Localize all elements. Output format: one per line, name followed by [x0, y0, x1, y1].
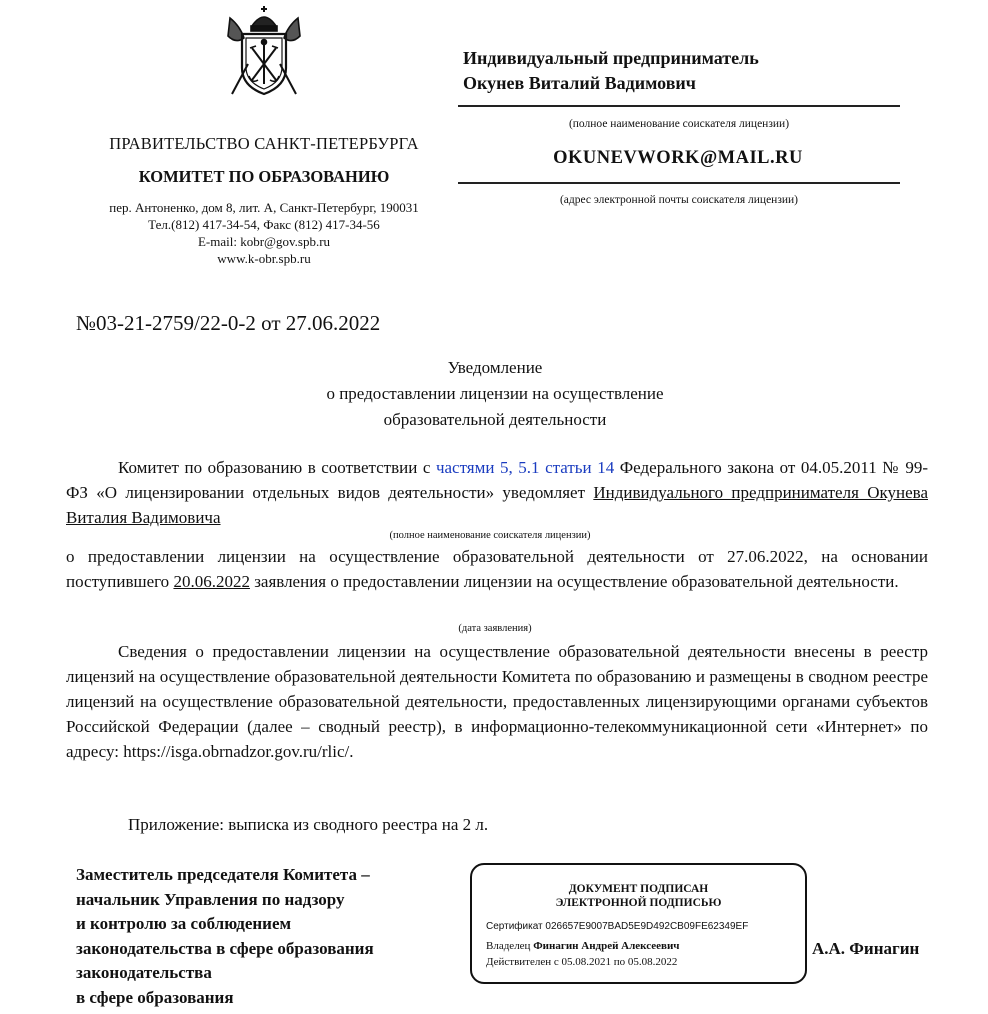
application-date: 20.06.2022 — [173, 572, 250, 591]
title-line-3: образовательной деятельности — [383, 410, 607, 429]
p1-text-mid: Федерального закона от 04.05.2011 № 99-ФЗ «О лицензировании отдельных видов деятельности» уведомляет — [66, 458, 929, 502]
paragraph-3: Сведения о предоставлении лицензии на осуществление образовательной деятельности внесены в реестр лицензий на осуществление образовательной деятельности Комитета по образованию и размещены в сводном реестре лицензий на осуществление образовательной деятельности, предоставленных лицензирующими органами субъектов Российской Федерации (далее – сводный реестр), в информационно-телекоммуникационной сети «Интернет» по адресу: https://isga.obrnadzor.gov.ru/rlic/. — [66, 642, 928, 761]
address-line: пер. Антоненко, дом 8, лит. А, Санкт-Петербург, 190031 — [109, 200, 419, 215]
position-line: законодательства в сфере образования — [76, 938, 374, 958]
law-reference-link[interactable]: частями 5, 5.1 статьи 14 — [435, 458, 615, 477]
position-line: Заместитель председателя Комитета – — [76, 865, 370, 884]
recipient-email: OKUNEVWORK@MAIL.RU — [553, 148, 803, 168]
certificate-owner — [486, 940, 680, 952]
phone-line: Тел.(812) 417-34-54, Факс (812) 417-34-56 — [148, 217, 380, 232]
paragraph-1 — [66, 455, 928, 530]
position-line: начальник Управления по надзору — [76, 889, 345, 909]
recipient-line-1: Индивидуальный предприниматель — [463, 48, 759, 68]
p2-text: о предоставлении лицензии на осуществление образовательной деятельности от 27.06.2022, на основании поступившего — [66, 547, 928, 591]
licensee-name-caption: (полное наименование соискателя лицензии) — [389, 530, 591, 541]
recipient-name-caption: (полное наименование соискателя лицензии) — [568, 118, 790, 130]
government-name: ПРАВИТЕЛЬСТВО САНКТ-ПЕТЕРБУРГА — [109, 134, 419, 153]
certificate-number: Сертификат 026657E9007BAD5E9D492CB09FE62349EF — [486, 921, 749, 932]
email-underline — [458, 182, 900, 184]
website-line: www.k-obr.spb.ru — [217, 251, 311, 266]
recipient-email-caption: (адрес электронной почты соискателя лицензии) — [559, 194, 799, 206]
licensee-name: Индивидуального предпринимателя Окунева Виталия Вадимовича — [66, 483, 928, 527]
owner-label: Владелец — [486, 940, 534, 952]
title-line-2: о предоставлении лицензии на осуществление — [326, 384, 664, 403]
application-date-caption: (дата заявления) — [458, 623, 532, 634]
stamp-heading-line: ЭЛЕКТРОННОЙ ПОДПИСЬЮ — [555, 897, 722, 909]
committee-contacts — [60, 199, 468, 267]
recipient-name — [463, 46, 759, 96]
committee-name: КОМИТЕТ ПО ОБРАЗОВАНИЮ — [138, 167, 390, 186]
position-line: в сфере образования — [76, 987, 234, 1007]
owner-name: Финагин Андрей Алексеевич — [533, 940, 680, 952]
stamp-heading-line: ДОКУМЕНТ ПОДПИСАН — [568, 883, 709, 895]
coat-of-arms-icon — [222, 4, 306, 100]
recipient-underline — [458, 105, 900, 107]
signatory-position — [76, 863, 374, 1010]
paragraph-2 — [66, 544, 928, 594]
notice-title — [150, 355, 840, 433]
position-line: законодательства — [76, 963, 212, 982]
position-line: и контролю за соблюдением — [76, 914, 292, 933]
certificate-validity: Действителен с 05.08.2021 по 05.08.2022 — [486, 956, 678, 968]
stamp-heading — [472, 882, 805, 910]
email-line: E-mail: kobr@gov.spb.ru — [197, 234, 331, 249]
document-number: №03-21-2759/22-0-2 от 27.06.2022 — [76, 311, 381, 335]
recipient-line-2: Окунев Виталий Вадимович — [463, 73, 696, 93]
electronic-signature-stamp — [470, 863, 807, 984]
p1-text: Комитет по образованию в соответствии с — [118, 458, 436, 477]
p2-text-end: заявления о предоставлении лицензии на осуществление образовательной деятельности. — [249, 572, 899, 591]
title-line-1: Уведомление — [447, 358, 543, 377]
attachment-note: Приложение: выписка из сводного реестра на 2 л. — [128, 815, 489, 834]
signer-name: А.А. Финагин — [812, 939, 920, 958]
